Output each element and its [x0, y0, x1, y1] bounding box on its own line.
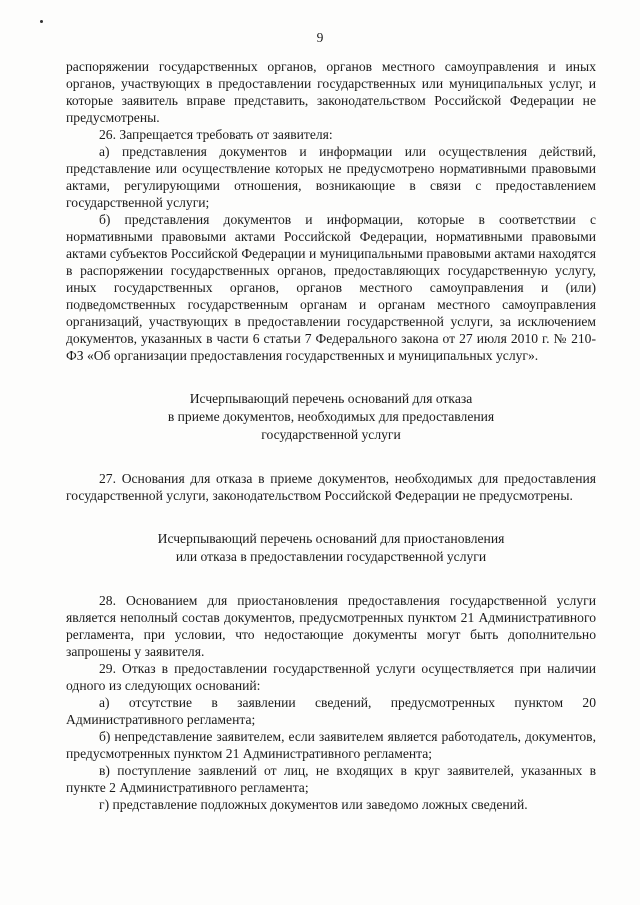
document-body	[66, 58, 596, 813]
section-mid	[66, 470, 596, 504]
heading-line: в приеме документов, необходимых для предоставления	[167, 409, 495, 424]
heading-line: Исчерпывающий перечень оснований для отказа	[189, 391, 473, 406]
scan-speck	[40, 20, 43, 23]
section-heading-suspension-refusal	[66, 530, 596, 566]
paragraph-p-29v: в) поступление заявлений от лиц, не входящих в круг заявителей, указанных в пункте 2 Административного регламента;	[66, 763, 596, 795]
page-number: 9	[316, 30, 324, 45]
section-top	[66, 58, 596, 364]
paragraph-p-29b: б) непредставление заявителем, если заявителем является работодатель, документов, предусмотренных пунктом 21 Административного регламента;	[66, 729, 596, 761]
paragraph-p-26: 26. Запрещается требовать от заявителя:	[99, 127, 333, 142]
paragraph-p-26a: а) представления документов и информации или осуществления действий, представление или осуществление которых не предусмотрено нормативными правовыми актами, регулирующими отношения, возникающие в связи с предоставлением государственной услуги;	[66, 144, 596, 210]
paragraph-p-continuation: распоряжении государственных органов, органов местного самоуправления и иных органов, участвующих в предоставлении государственных или муниципальных услуг, и которые заявитель вправе представить, законодательством Российской Федерации не предусмотрены.	[66, 59, 596, 125]
paragraph-p-29: 29. Отказ в предоставлении государственной услуги осуществляется при наличии одного из следующих оснований:	[66, 661, 596, 693]
heading-line: Исчерпывающий перечень оснований для приостановления	[157, 531, 505, 546]
heading-line: или отказа в предоставлении государственной услуги	[175, 549, 487, 564]
paragraph-p-27: 27. Основания для отказа в приеме документов, необходимых для предоставления государственной услуги, законодательством Российской Федерации не предусмотрены.	[66, 471, 596, 503]
paragraph-p-29a: а) отсутствие в заявлении сведений, предусмотренных пунктом 20 Административного регламента;	[66, 695, 596, 727]
paragraph-p-29g: г) представление подложных документов или заведомо ложных сведений.	[99, 797, 528, 812]
heading-line: государственной услуги	[261, 427, 401, 442]
paragraph-p-28: 28. Основанием для приостановления предоставления государственной услуги является неполный состав документов, предусмотренных пунктом 21 Административного регламента, при условии, что недостающие документы могут быть дополнительно запрошены у заявителя.	[66, 593, 596, 659]
section-bottom	[66, 592, 596, 813]
paragraph-p-26b: б) представления документов и информации, которые в соответствии с нормативными правовыми актами Российской Федерации, нормативными правовыми актами субъектов Российской Федерации и муниципальными правовыми актами находятся в распоряжении государственных органов, предоставляющих государственную услугу, иных государственных органов, органов местного самоуправления и (или) подведомственных государственным органам и органам местного самоуправления организаций, участвующих в предоставлении государственной услуги, за исключением документов, указанных в части 6 статьи 7 Федерального закона от 27 июля 2010 г. № 210-ФЗ «Об организации предоставления государственных и муниципальных услуг».	[66, 212, 596, 363]
section-heading-refusal-acceptance	[66, 390, 596, 444]
